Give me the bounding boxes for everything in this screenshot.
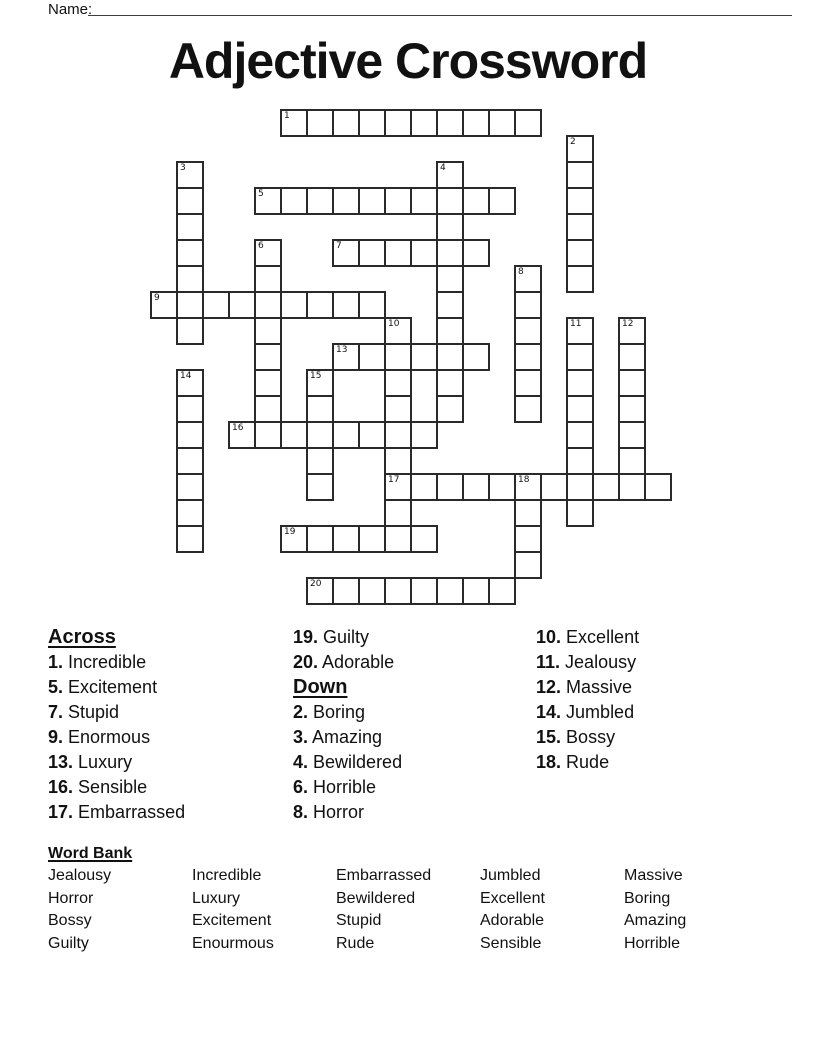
clue-number: 13. [48,752,74,772]
clue [293,628,533,646]
grid-cell-number: 19 [284,527,296,537]
grid-cell[interactable] [436,213,464,241]
clue [293,753,533,771]
grid-cell[interactable] [306,577,334,605]
grid-cell-number: 8 [518,267,524,277]
word-bank-word: Amazing [624,912,687,929]
grid-cell[interactable] [384,109,412,137]
grid-cell[interactable] [436,343,464,371]
grid-cell[interactable] [436,291,464,319]
word-bank-column [48,868,192,958]
grid-cell[interactable] [358,421,386,449]
clue [48,753,288,771]
grid-cell[interactable] [436,239,464,267]
grid-cell[interactable] [566,187,594,215]
grid-cell[interactable] [176,447,204,475]
grid-cell[interactable] [618,343,646,371]
grid-cell[interactable] [228,291,256,319]
word-bank-word: Guilty [48,934,89,952]
clue [536,653,776,671]
grid-cell[interactable] [644,473,672,501]
grid-cell[interactable] [384,577,412,605]
grid-cell[interactable] [618,421,646,449]
grid-cell[interactable] [280,421,308,449]
clue-text: Bossy [566,727,616,747]
grid-cell[interactable] [462,187,490,215]
clue-number: 5. [48,677,64,697]
clue-number: 9. [48,727,64,747]
clue-number: 7. [48,702,64,722]
word-bank-word: Incredible [192,867,262,884]
grid-cell-number: 11 [570,319,582,329]
grid-cell[interactable] [410,343,438,371]
grid-cell-number: 12 [622,319,634,329]
page-title: Adjective Crossword [168,33,648,89]
word-bank-word: Excellent [480,889,545,907]
grid-cell[interactable] [514,499,542,527]
grid-cell[interactable] [514,395,542,423]
grid-cell-number: 13 [336,345,348,355]
clue-number: 4. [293,752,309,772]
word-bank-column [336,868,480,958]
grid-cell[interactable] [332,109,360,137]
clue [293,803,533,821]
grid-cell-number: 9 [154,293,160,303]
clue-number: 19. [293,627,319,647]
clue [536,678,776,696]
clue-number: 20. [293,652,319,672]
clue [48,653,288,671]
clue [536,728,776,746]
word-bank-word: Horrible [624,934,681,952]
grid-cell[interactable] [462,473,490,501]
grid-cell[interactable] [566,473,594,501]
grid-cell[interactable] [254,291,282,319]
grid-cell[interactable] [306,291,334,319]
crossword-grid [150,109,672,605]
word-bank-word: Excitement [192,912,272,929]
name-label: Name: [48,1,93,18]
grid-cell[interactable] [280,109,308,137]
grid-cell[interactable] [306,187,334,215]
grid-cell[interactable] [254,265,282,293]
grid-cell[interactable] [618,473,646,501]
grid-cell[interactable] [384,317,412,345]
grid-cell[interactable] [618,317,646,345]
grid-cell[interactable] [332,343,360,371]
clue-column-3 [536,628,776,778]
grid-cell[interactable] [384,395,412,423]
clue-text: Excitement [68,677,158,697]
grid-cell[interactable] [254,317,282,345]
clue-number: 6. [293,777,309,797]
clue-text: Horror [313,802,365,822]
grid-cell[interactable] [332,525,360,553]
grid-cell[interactable] [332,291,360,319]
grid-cell[interactable] [280,291,308,319]
grid-cell[interactable] [462,109,490,137]
word-bank-word: Massive [624,867,683,884]
grid-cell[interactable] [384,421,412,449]
word-bank-column [480,868,624,958]
grid-cell[interactable] [566,317,594,345]
grid-cell[interactable] [358,343,386,371]
grid-cell[interactable] [202,291,230,319]
grid-cell-number: 6 [258,241,264,251]
grid-cell-number: 3 [180,163,186,173]
word-bank-word: Luxury [192,889,241,907]
grid-cell-number: 15 [310,371,322,381]
grid-cell[interactable] [384,239,412,267]
grid-cell[interactable] [436,161,464,189]
grid-cell[interactable] [514,343,542,371]
clue-text: Amazing [312,727,383,747]
clue-number: 1. [48,652,64,672]
grid-cell[interactable] [384,473,412,501]
clue-text: Excellent [566,627,640,647]
grid-cell-number: 2 [570,137,576,147]
grid-cell[interactable] [176,265,204,293]
clue-text: Adorable [322,652,395,672]
clue-column-1 [48,628,288,828]
grid-cell[interactable] [358,109,386,137]
clue-text: Guilty [323,627,370,647]
grid-cell[interactable] [618,395,646,423]
word-bank-column [624,868,768,958]
grid-cell[interactable] [410,525,438,553]
grid-cell[interactable] [358,525,386,553]
grid-cell-number: 18 [518,475,530,485]
grid-cell[interactable] [436,473,464,501]
grid-cell[interactable] [384,343,412,371]
grid-cell[interactable] [176,317,204,345]
grid-cell[interactable] [488,473,516,501]
word-bank-columns [48,868,768,958]
clue-column-2 [293,628,533,828]
grid-cell[interactable] [306,109,334,137]
word-bank-word: Adorable [480,912,545,929]
grid-cell[interactable] [410,473,438,501]
grid-cell[interactable] [306,369,334,397]
grid-cell[interactable] [566,499,594,527]
word-bank-word: Sensible [480,934,542,952]
clue [536,703,776,721]
grid-cell[interactable] [436,395,464,423]
clue-number: 3. [293,727,309,747]
clue [48,803,288,821]
grid-cell[interactable] [514,525,542,553]
word-bank-word: Stupid [336,912,382,929]
clue-section-header: Down [293,676,348,698]
clue-number: 8. [293,802,309,822]
clue [293,653,533,671]
grid-cell[interactable] [592,473,620,501]
grid-cell[interactable] [566,343,594,371]
grid-cell[interactable] [176,395,204,423]
grid-cell[interactable] [306,421,334,449]
grid-cell[interactable] [514,473,542,501]
grid-cell[interactable] [436,317,464,345]
grid-cell[interactable] [566,213,594,241]
clue-text: Horrible [313,777,377,797]
grid-cell[interactable] [332,421,360,449]
clue-text: Luxury [78,752,133,772]
clue-number: 14. [536,702,562,722]
word-bank-column [192,868,336,958]
grid-cell[interactable] [306,473,334,501]
clue-text: Embarrassed [78,802,186,822]
grid-cell[interactable] [410,187,438,215]
grid-cell[interactable] [566,395,594,423]
grid-cell[interactable] [514,317,542,345]
word-bank-word: Bossy [48,912,92,929]
clue-number: 10. [536,627,562,647]
grid-cell-number: 16 [232,423,244,433]
word-bank-word: Horror [48,889,94,907]
grid-cell[interactable] [384,525,412,553]
grid-cell[interactable] [254,395,282,423]
grid-cell[interactable] [514,291,542,319]
grid-cell[interactable] [306,525,334,553]
clue-text: Bewildered [313,752,403,772]
grid-cell[interactable] [384,499,412,527]
clue [536,628,776,646]
grid-cell[interactable] [436,369,464,397]
grid-cell[interactable] [384,447,412,475]
grid-cell[interactable] [176,473,204,501]
grid-cell[interactable] [384,187,412,215]
word-bank-word: Jealousy [48,867,112,884]
grid-cell-number: 10 [388,319,400,329]
word-bank-word: Rude [336,934,375,952]
grid-cell[interactable] [514,109,542,137]
clue [293,703,533,721]
grid-cell[interactable] [566,161,594,189]
grid-cell[interactable] [436,265,464,293]
clue-number: 16. [48,777,74,797]
grid-cell[interactable] [358,239,386,267]
clue-number: 12. [536,677,562,697]
clue-text: Massive [566,677,633,697]
word-bank-word: Embarrassed [336,867,432,884]
grid-cell[interactable] [358,187,386,215]
grid-cell[interactable] [410,577,438,605]
clue [293,728,533,746]
grid-cell-number: 4 [440,163,446,173]
grid-cell[interactable] [540,473,568,501]
grid-cell[interactable] [228,421,256,449]
grid-cell[interactable] [462,577,490,605]
grid-cell[interactable] [176,187,204,215]
grid-cell[interactable] [566,239,594,267]
grid-cell[interactable] [280,525,308,553]
grid-cell-number: 20 [310,579,322,589]
clue-text: Jealousy [565,652,637,672]
clue [48,703,288,721]
grid-cell[interactable] [306,447,334,475]
grid-cell[interactable] [566,265,594,293]
grid-cell[interactable] [514,551,542,579]
word-bank-word: Boring [624,889,671,907]
grid-cell[interactable] [566,421,594,449]
clue [48,678,288,696]
grid-cell[interactable] [176,369,204,397]
grid-cell[interactable] [462,343,490,371]
word-bank-word: Enourmous [192,934,274,952]
grid-cell[interactable] [358,291,386,319]
grid-cell[interactable] [306,395,334,423]
clue-text: Incredible [68,652,147,672]
grid-cell[interactable] [410,239,438,267]
grid-cell[interactable] [514,369,542,397]
clue-text: Boring [313,702,366,722]
grid-cell[interactable] [358,577,386,605]
clue-text: Jumbled [566,702,635,722]
grid-cell[interactable] [176,499,204,527]
clue [536,753,776,771]
grid-cell[interactable] [254,187,282,215]
grid-cell[interactable] [332,239,360,267]
clue [293,778,533,796]
grid-cell[interactable] [150,291,178,319]
clue-number: 2. [293,702,309,722]
grid-cell[interactable] [176,291,204,319]
grid-cell[interactable] [618,369,646,397]
grid-cell-number: 1 [284,111,290,121]
grid-cell[interactable] [384,369,412,397]
grid-cell[interactable] [488,577,516,605]
word-bank-label: Word Bank [48,845,133,862]
grid-cell[interactable] [462,239,490,267]
grid-cell[interactable] [436,187,464,215]
grid-cell[interactable] [280,187,308,215]
grid-cell[interactable] [618,447,646,475]
clue-text: Stupid [68,702,120,722]
grid-cell[interactable] [176,213,204,241]
clue-number: 17. [48,802,74,822]
grid-cell[interactable] [436,577,464,605]
grid-cell[interactable] [254,239,282,267]
grid-cell[interactable] [176,161,204,189]
clue-text: Sensible [78,777,148,797]
grid-cell-number: 7 [336,241,342,251]
grid-cell[interactable] [488,109,516,137]
clue-number: 11. [536,652,561,672]
clue [48,728,288,746]
grid-cell[interactable] [566,369,594,397]
clue-number: 15. [536,727,562,747]
grid-cell-number: 14 [180,371,192,381]
grid-cell[interactable] [176,421,204,449]
grid-cell[interactable] [254,343,282,371]
grid-cell[interactable] [176,239,204,267]
grid-cell[interactable] [176,525,204,553]
word-bank-word: Bewildered [336,889,416,907]
word-bank-word: Jumbled [480,867,541,884]
grid-cell[interactable] [410,421,438,449]
grid-cell[interactable] [436,109,464,137]
grid-cell[interactable] [332,577,360,605]
clue-text: Rude [566,752,610,772]
clue-number: 18. [536,752,562,772]
grid-cell[interactable] [566,447,594,475]
clue [48,778,288,796]
grid-cell[interactable] [254,369,282,397]
grid-cell[interactable] [514,265,542,293]
grid-cell-number: 5 [258,189,264,199]
clue-section-header: Across [48,626,116,648]
grid-cell-number: 17 [388,475,400,485]
grid-cell[interactable] [254,421,282,449]
grid-cell[interactable] [410,109,438,137]
clue-text: Enormous [68,727,151,747]
grid-cell[interactable] [566,135,594,163]
grid-cell[interactable] [488,187,516,215]
name-input-line[interactable] [88,0,792,16]
grid-cell[interactable] [332,187,360,215]
